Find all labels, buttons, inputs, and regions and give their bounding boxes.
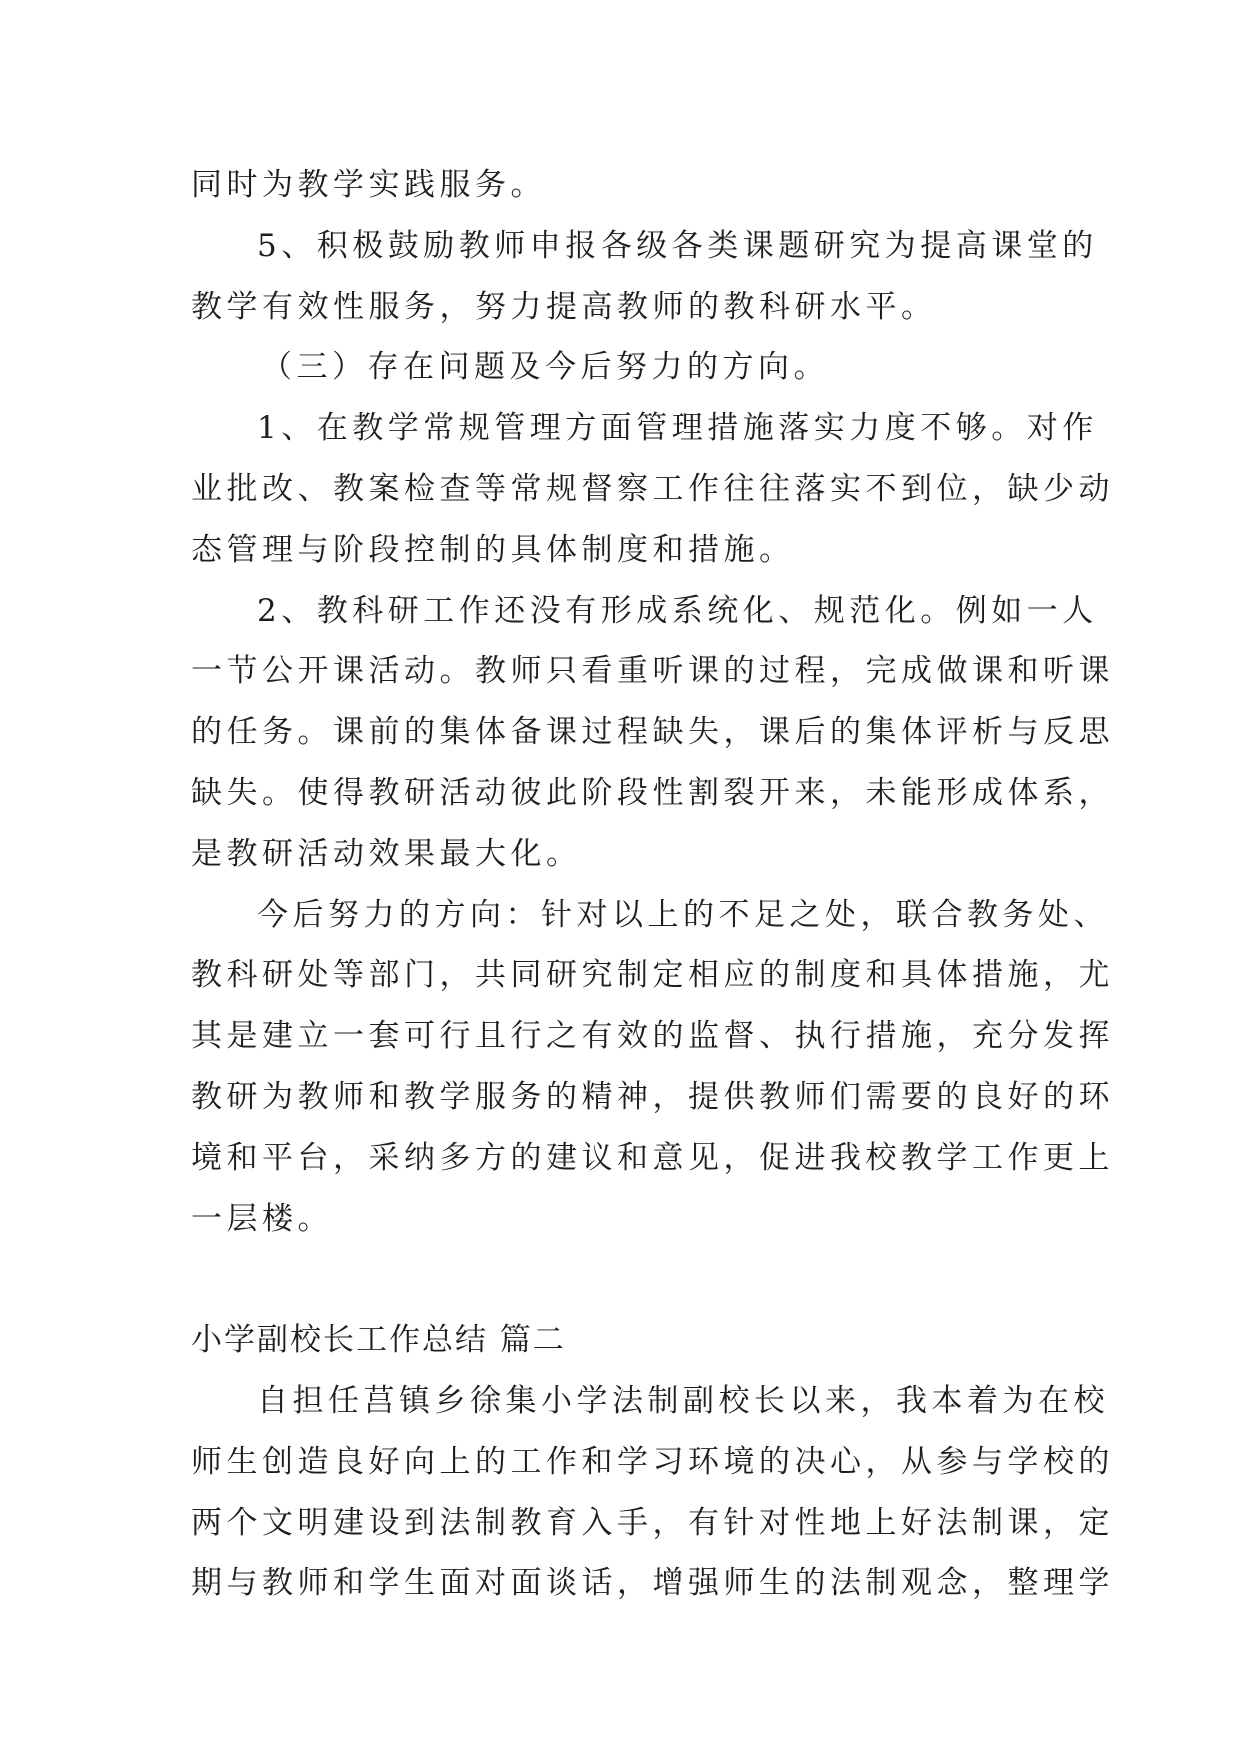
paragraph-line: 的任务。课前的集体备课过程缺失，课后的集体评析与反思 bbox=[191, 714, 1114, 751]
paragraph-line: 业批改、教案检查等常规督察工作往往落实不到位，缺少动 bbox=[191, 470, 1114, 507]
paragraph-line: 师生创造良好向上的工作和学习环境的决心，从参与学校的 bbox=[191, 1443, 1114, 1480]
paragraph-line: 缺失。使得教研活动彼此阶段性割裂开来，未能形成体系， bbox=[191, 774, 1114, 811]
paragraph-line: 同时为教学实践服务。 bbox=[191, 167, 546, 203]
section-spacer bbox=[191, 1249, 1061, 1310]
paragraph-line: 教学有效性服务，努力提高教师的教科研水平。 bbox=[191, 288, 937, 325]
document-body bbox=[191, 155, 1114, 1614]
section-heading: 小学副校长工作总结 篇二 bbox=[191, 1322, 566, 1359]
paragraph-line: 期与教师和学生面对面谈话，增强师生的法制观念，整理学 bbox=[191, 1565, 1114, 1602]
paragraph-line: 今后努力的方向：针对以上的不足之处，联合教务处、 bbox=[257, 896, 1109, 933]
paragraph-line: 2、教科研工作还没有形成系统化、规范化。例如一人 bbox=[257, 592, 1098, 629]
paragraph-line: 是教研活动效果最大化。 bbox=[191, 835, 582, 872]
paragraph-line: 一节公开课活动。教师只看重听课的过程，完成做课和听课 bbox=[191, 653, 1114, 690]
paragraph-line: 自担任莒镇乡徐集小学法制副校长以来，我本着为在校 bbox=[257, 1382, 1109, 1419]
paragraph-line: 教科研处等部门，共同研究制定相应的制度和具体措施，尤 bbox=[191, 957, 1114, 994]
paragraph-line: 1、在教学常规管理方面管理措施落实力度不够。对作 bbox=[257, 410, 1098, 447]
paragraph-line: 态管理与阶段控制的具体制度和措施。 bbox=[191, 531, 795, 568]
paragraph-line: 5、积极鼓励教师申报各级各类课题研究为提高课堂的 bbox=[257, 227, 1098, 264]
paragraph-line: 一层楼。 bbox=[191, 1200, 333, 1237]
paragraph-line: 境和平台，采纳多方的建议和意见，促进我校教学工作更上 bbox=[191, 1139, 1114, 1176]
paragraph-line: 教研为教师和教学服务的精神，提供教师们需要的良好的环 bbox=[191, 1078, 1114, 1115]
subsection-heading: （三）存在问题及今后努力的方向。 bbox=[261, 349, 829, 386]
paragraph-line: 其是建立一套可行且行之有效的监督、执行措施，充分发挥 bbox=[191, 1018, 1114, 1055]
paragraph-line: 两个文明建设到法制教育入手，有针对性地上好法制课，定 bbox=[191, 1504, 1114, 1541]
